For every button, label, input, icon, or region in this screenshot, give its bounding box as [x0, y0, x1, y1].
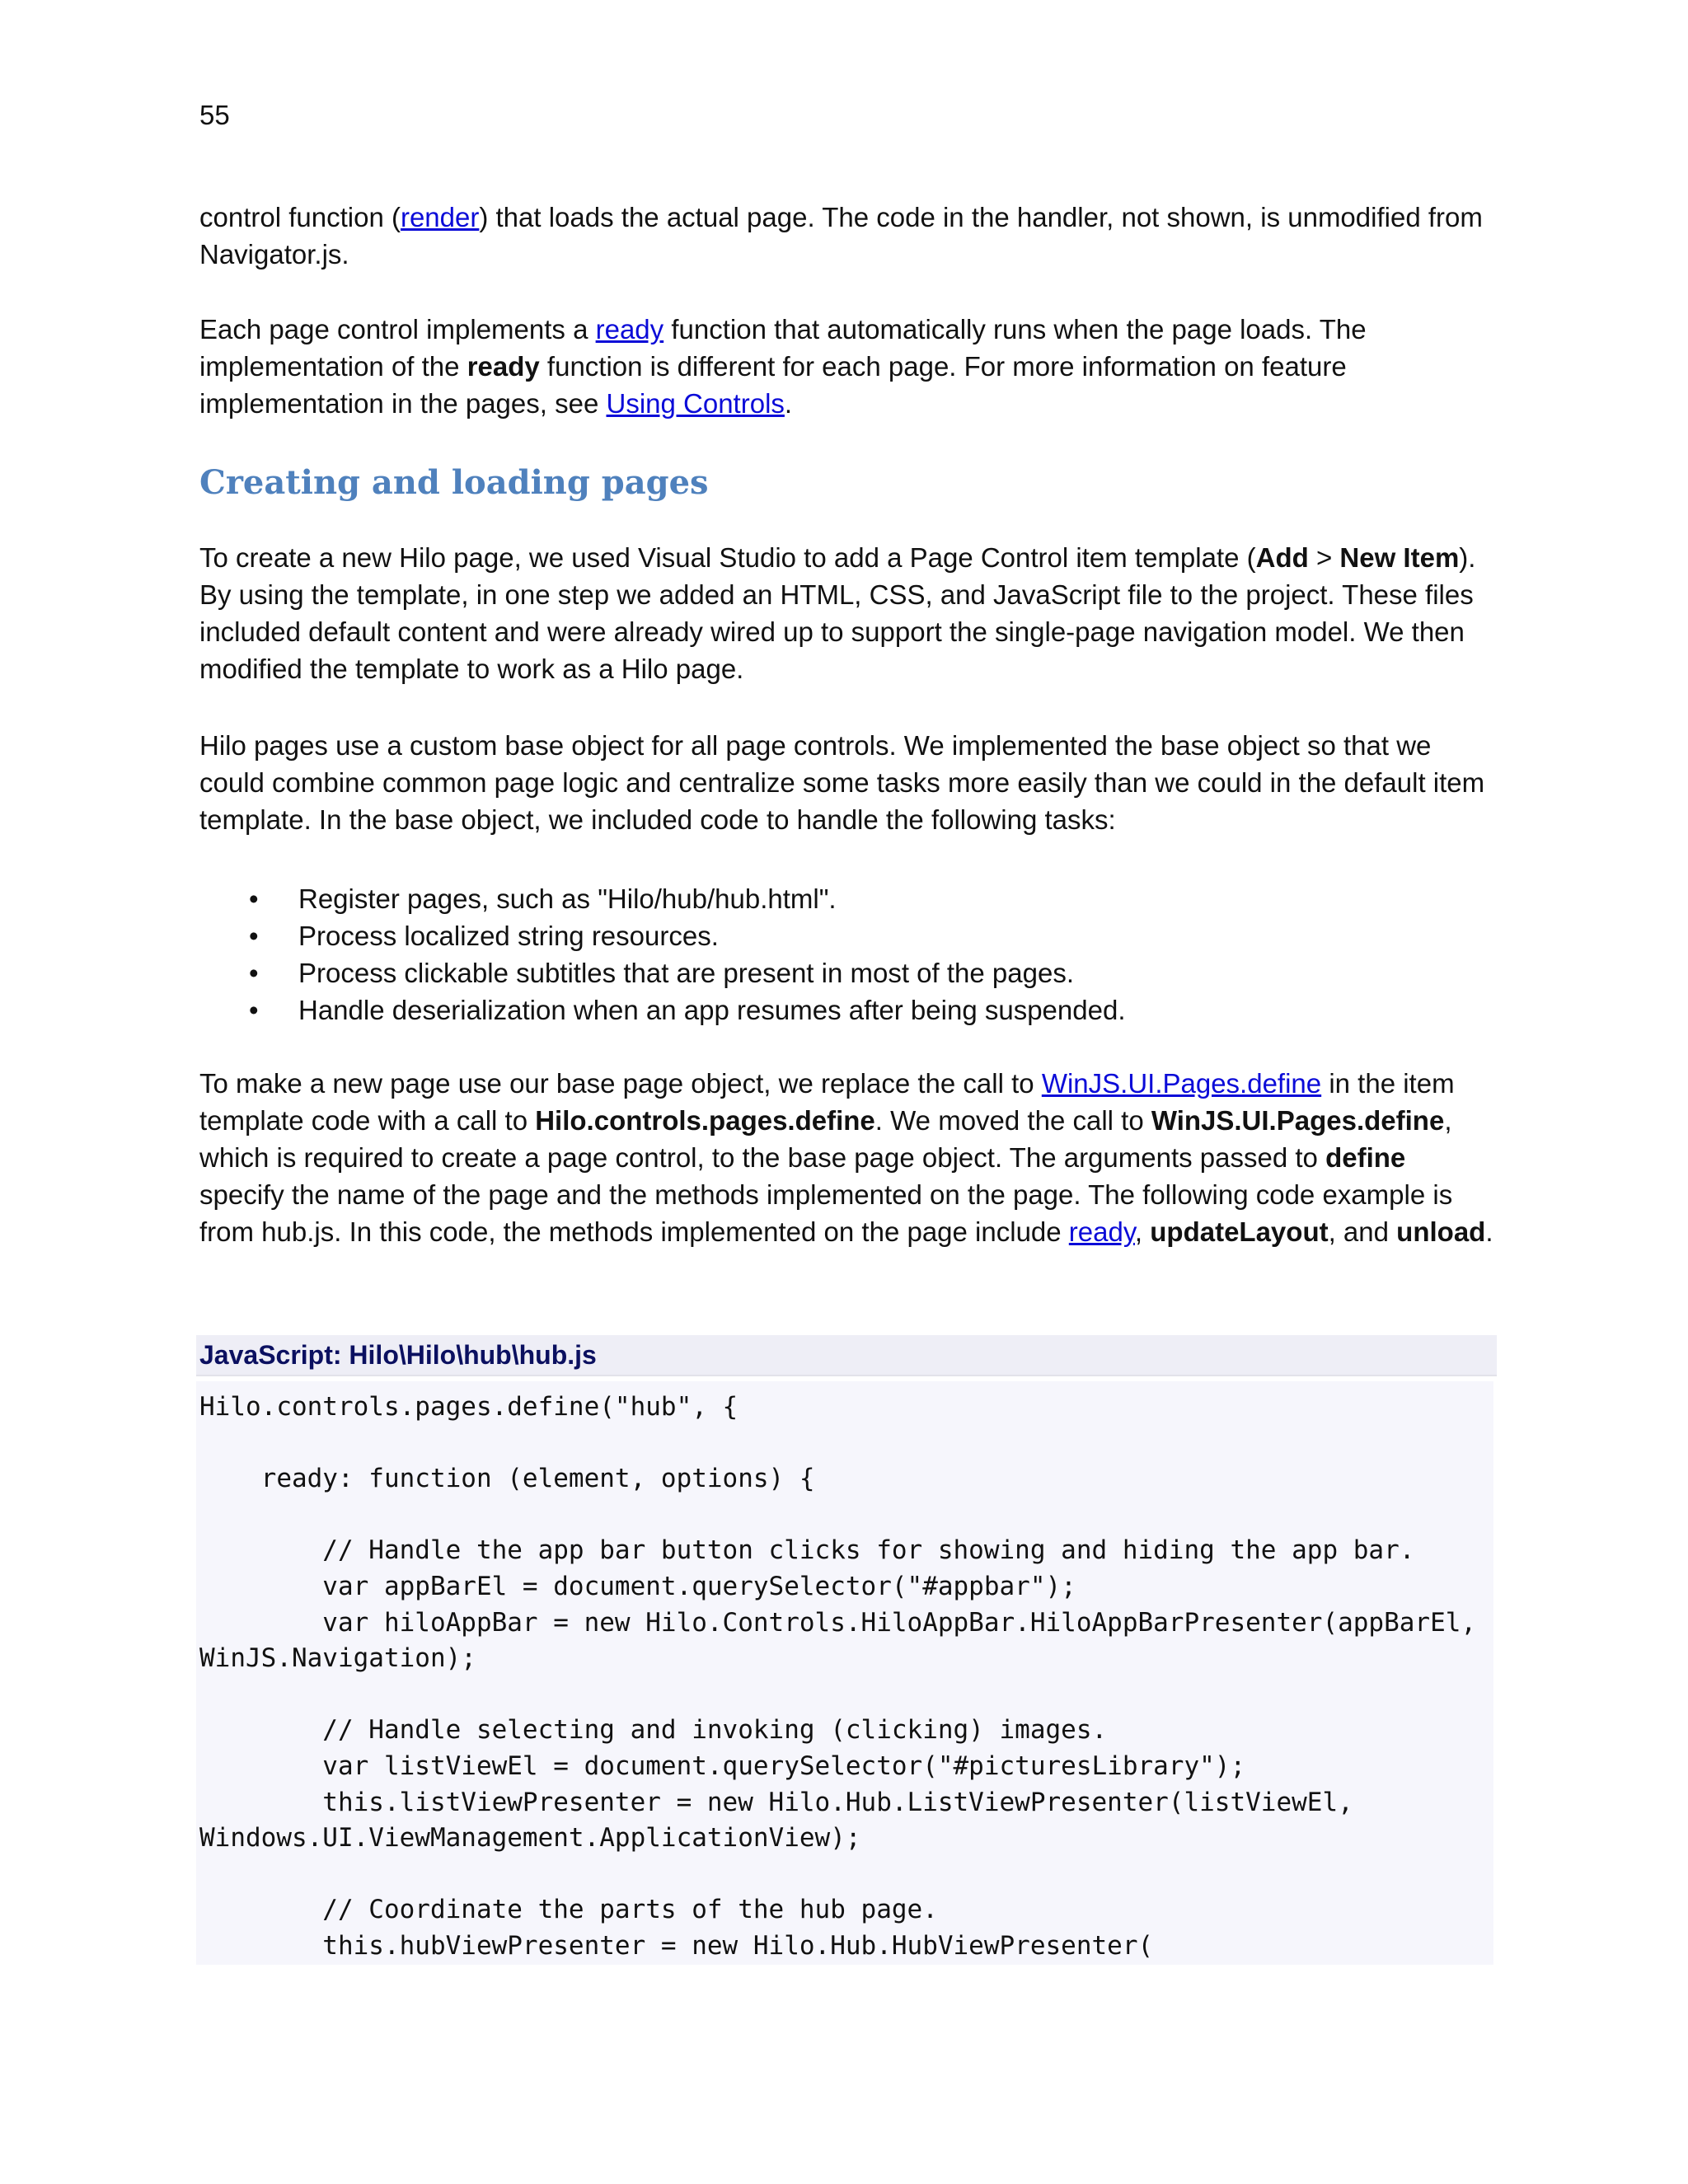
code-caption: JavaScript: Hilo\Hilo\hub\hub.js — [196, 1335, 1497, 1376]
text-segment: , — [1134, 1216, 1151, 1247]
code-line: // Handle selecting and invoking (clicking) images. — [199, 1715, 1108, 1746]
code-line: this.listViewPresenter = new Hilo.Hub.ListViewPresenter(listViewEl, — [199, 1787, 1353, 1817]
text-segment: To make a new page use our base page object, we replace the call to — [199, 1068, 1042, 1099]
code-line: // Handle the app bar button clicks for showing and hiding the app bar. — [199, 1535, 1415, 1566]
bold-unload: unload — [1396, 1216, 1486, 1247]
page-number: 55 — [199, 100, 230, 130]
code-line: var listViewEl = document.querySelector("#picturesLibrary"); — [199, 1750, 1246, 1781]
paragraph-render-intro — [199, 199, 1497, 273]
text-segment: ) that loads the actual page. The code in the handler, not shown, is unmodified from Navigator.js. — [199, 202, 1483, 269]
text-segment: . — [1485, 1216, 1493, 1247]
code-block — [196, 1381, 1493, 1965]
code-line — [199, 1426, 1493, 1462]
code-line: Hilo.controls.pages.define("hub", { — [199, 1392, 738, 1422]
code-line — [199, 1857, 1493, 1893]
text-segment: Each page control implements a — [199, 314, 596, 344]
code-line — [199, 1497, 1493, 1534]
list-item-text: Process clickable subtitles that are present in most of the pages. — [298, 958, 1074, 988]
ready-link[interactable]: ready — [595, 314, 664, 344]
ready-link[interactable]: ready — [1068, 1216, 1135, 1247]
list-item — [199, 954, 1497, 991]
bold-ready: ready — [467, 351, 540, 382]
list-item — [199, 991, 1497, 1029]
bold-winjs-define: WinJS.UI.Pages.define — [1151, 1105, 1445, 1136]
render-link[interactable]: render — [400, 202, 480, 232]
bold-update-layout: updateLayout — [1150, 1216, 1329, 1247]
code-line: var appBarEl = document.querySelector("#appbar"); — [199, 1571, 1076, 1601]
list-item — [199, 880, 1497, 917]
list-item-text: Register pages, such as "Hilo/hub/hub.html". — [298, 883, 837, 914]
paragraph-base-object: Hilo pages use a custom base object for all page controls. We implemented the base object so that we could combine common page logic and centralize some tasks more easily than we could in the default item template. In the base object, we included code to handle the following tasks: — [199, 730, 1485, 835]
using-controls-link[interactable]: Using Controls — [606, 388, 785, 419]
text-segment: specify the name of the page and the methods implemented on the page. The following code example is from hub.js. In this code, the methods implemented on the page include — [199, 1179, 1453, 1247]
bullet-icon: • — [249, 958, 259, 988]
code-line: this.hubViewPresenter = new Hilo.Hub.HubViewPresenter( — [199, 1930, 1154, 1961]
bold-add: Add — [1255, 542, 1309, 573]
code-line: ready: function (element, options) { — [199, 1464, 815, 1494]
bold-new-item: New Item — [1339, 542, 1460, 573]
bullet-icon: • — [249, 883, 259, 914]
code-line: WinJS.Navigation); — [199, 1643, 476, 1674]
bold-define: define — [1325, 1142, 1406, 1173]
text-segment: To create a new Hilo page, we used Visual Studio to add a Page Control item template ( — [199, 542, 1256, 573]
paragraph-base-page-object — [199, 1065, 1497, 1250]
code-line: // Coordinate the parts of the hub page. — [199, 1895, 938, 1925]
list-item-text: Handle deserialization when an app resumes after being suspended. — [298, 995, 1126, 1025]
text-segment: ). By using the template, in one step we added an HTML, CSS, and JavaScript file to the project. These files included default content and were already wired up to support the single-page navigation model. We then modified the template to work as a Hilo page. — [199, 542, 1476, 684]
bold-hilo-define: Hilo.controls.pages.define — [535, 1105, 875, 1136]
text-segment: , and — [1328, 1216, 1397, 1247]
list-item — [199, 917, 1497, 954]
task-list — [199, 880, 1497, 1029]
text-segment: , which is required to create a page control, to the base page object. The arguments passed to — [199, 1105, 1452, 1173]
code-line: var hiloAppBar = new Hilo.Controls.HiloAppBar.HiloAppBarPresenter(appBarEl, — [199, 1607, 1477, 1638]
text-segment: . We moved the call to — [874, 1105, 1151, 1136]
bullet-icon: • — [249, 995, 259, 1025]
text-segment: function is different for each page. For more information on feature implementation in the pages, see — [199, 351, 1347, 419]
text-segment: > — [1308, 542, 1340, 573]
paragraph-ready-function — [199, 311, 1497, 422]
section-heading: Creating and loading pages — [199, 463, 709, 502]
paragraph-page-control-template — [199, 539, 1497, 687]
code-line: Windows.UI.ViewManagement.ApplicationView); — [199, 1823, 861, 1854]
text-segment: control function ( — [199, 202, 401, 232]
text-segment: . — [784, 388, 793, 419]
text-segment: function that automatically runs when the page loads. The implementation of the — [199, 314, 1367, 382]
list-item-text: Process localized string resources. — [298, 921, 719, 951]
pages-define-link[interactable]: WinJS.UI.Pages.define — [1041, 1068, 1322, 1099]
text-segment: in the item template code with a call to — [199, 1068, 1455, 1136]
bullet-icon: • — [249, 921, 259, 951]
code-line — [199, 1677, 1493, 1713]
